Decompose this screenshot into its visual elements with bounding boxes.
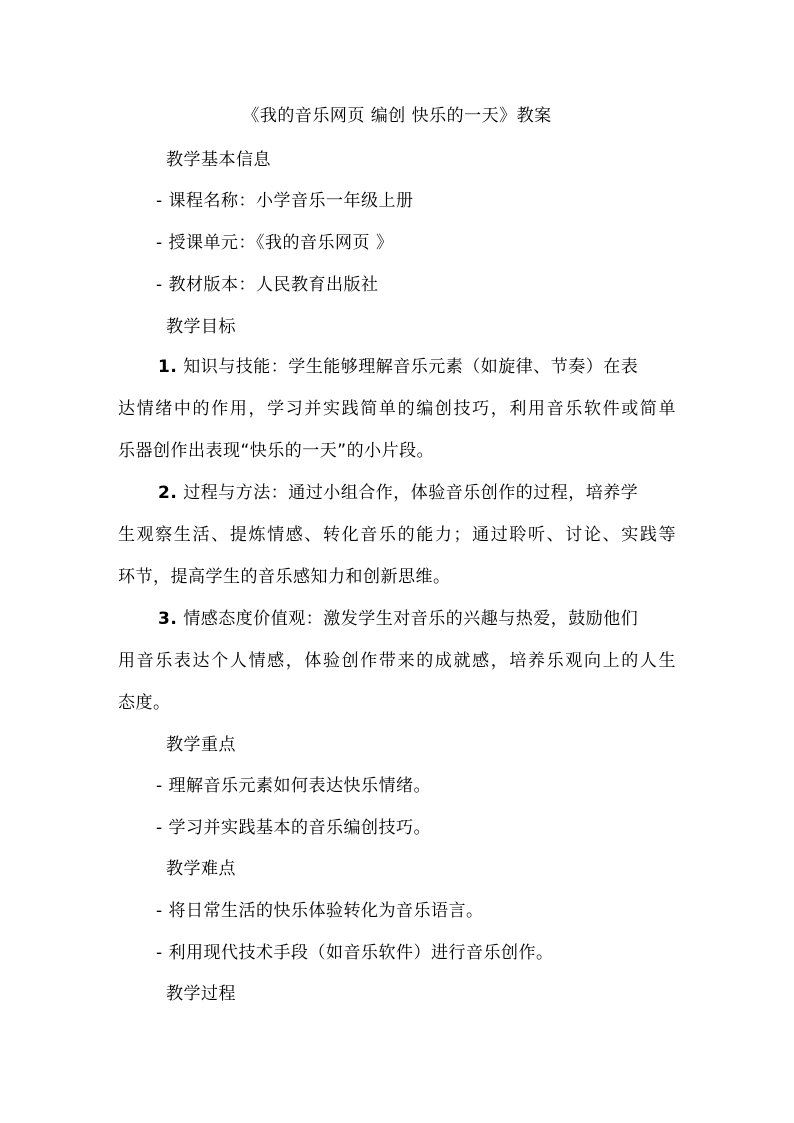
objective-number: 3.: [158, 609, 178, 629]
objective-2-line-2: 生观察生活、提炼情感、转化音乐的能力；通过聆听、讨论、实践等: [118, 525, 676, 545]
section-heading-basic-info: 教学基本信息: [166, 150, 271, 170]
list-item: - 利用现代技术手段（如音乐软件）进行音乐创作。: [156, 943, 554, 963]
objective-1-first-line: [158, 355, 638, 379]
objective-number: 1.: [158, 357, 178, 377]
objective-text: 过程与方法：通过小组合作，体验音乐创作的过程，培养学: [183, 483, 639, 503]
section-heading-objectives: 教学目标: [166, 317, 236, 337]
objective-text: 情感态度价值观：激发学生对音乐的兴趣与热爱，鼓励他们: [183, 609, 639, 629]
objective-1-line-2: 达情绪中的作用，学习并实践简单的编创技巧，利用音乐软件或简单: [118, 399, 676, 419]
list-item: - 教材版本：人民教育出版社: [156, 275, 379, 295]
objective-2-first-line: [158, 481, 638, 505]
objective-1-line-3: 乐器创作出表现“快乐的一天”的小片段。: [118, 441, 435, 461]
objective-3-line-2: 用音乐表达个人情感，体验创作带来的成就感，培养乐观向上的人生: [118, 651, 676, 671]
objective-2-line-3: 环节，提高学生的音乐感知力和创新思维。: [118, 567, 451, 587]
section-heading-process: 教学过程: [166, 984, 236, 1004]
list-item: - 理解音乐元素如何表达快乐情绪。: [156, 776, 432, 796]
list-item: - 授课单元：《我的音乐网页 》: [156, 233, 394, 253]
section-heading-difficulties: 教学难点: [166, 859, 236, 879]
list-item: - 课程名称：小学音乐一年级上册: [156, 191, 414, 211]
objective-number: 2.: [158, 483, 178, 503]
section-heading-key-points: 教学重点: [166, 735, 236, 755]
list-item: - 学习并实践基本的音乐编创技巧。: [156, 818, 432, 838]
objective-3-first-line: [158, 607, 638, 631]
document-title: 《我的音乐网页 编创 快乐的一天》教案: [242, 106, 552, 126]
objective-3-line-3: 态度。: [118, 693, 171, 713]
objective-text: 知识与技能：学生能够理解音乐元素（如旋律、节奏）在表: [183, 357, 639, 377]
list-item: - 将日常生活的快乐体验转化为音乐语言。: [156, 901, 484, 921]
